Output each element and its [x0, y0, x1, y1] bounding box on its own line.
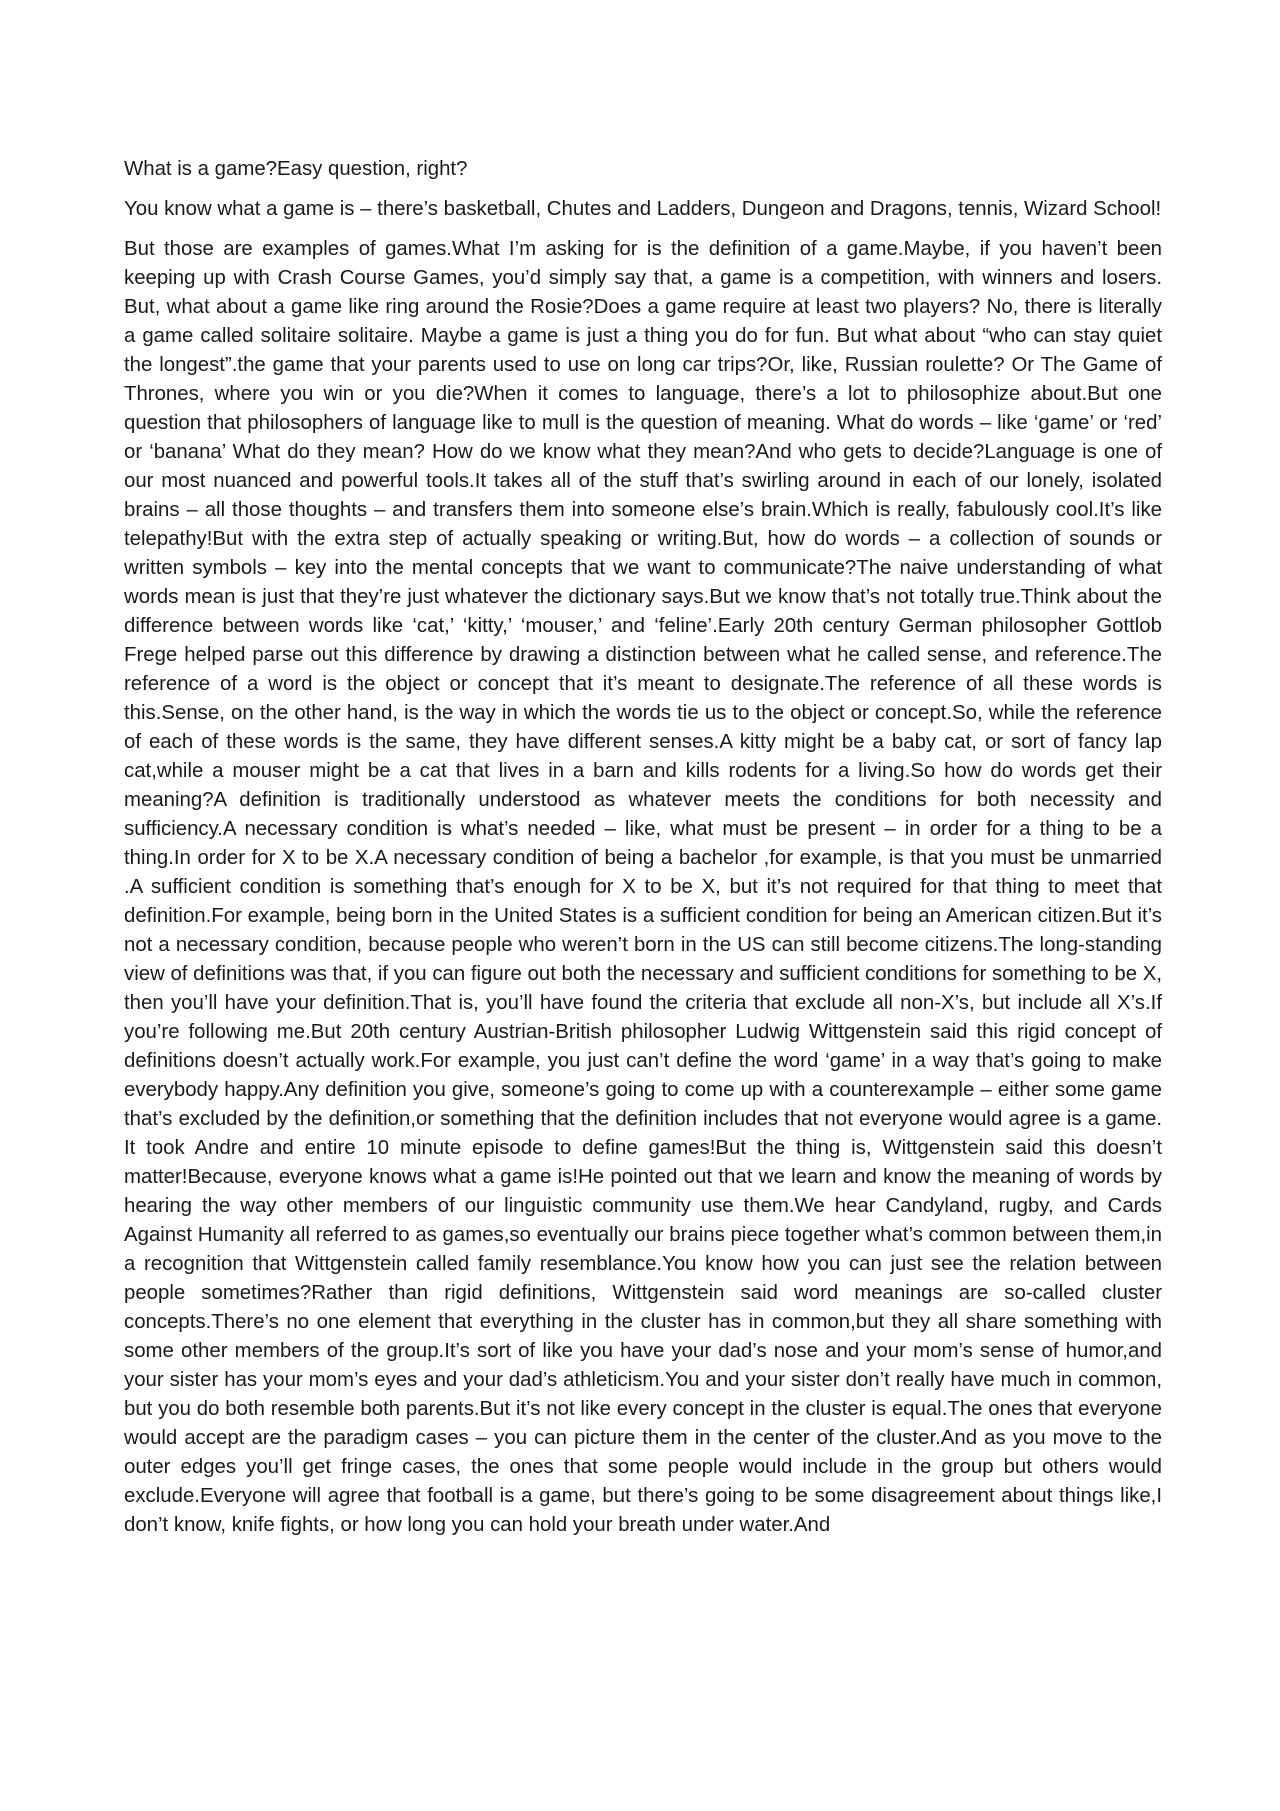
document-body: [124, 155, 1162, 1551]
paragraph-title-question: What is a game?Easy question, right?: [124, 158, 468, 180]
paragraph-game-examples: You know what a game is – there’s basketball, Chutes and Ladders, Dungeon and Dragons, tennis, Wizard School!: [124, 198, 1162, 220]
paragraph-main-text: But those are examples of games.What I’m asking for is the definition of a game.Maybe, if you haven’t been keeping up with Crash Course Games, you’d simply say that, a game is a competition, with winners and losers. But, what about a game like ring around the Rosie?Does a game require at least two players? No, there is literally a game called solitaire solitaire. Maybe a game is just a thing you do for fun. But what about “who can stay quiet the longest”.the game that your parents used to use on long car trips?Or, like, Russian roulette? Or The Game of Thrones, where you win or you die?When it comes to language, there’s a lot to philosophize about.But one question that philosophers of language like to mull is the question of meaning. What do words – like ‘game’ or ‘red’ or ‘banana’ What do they mean? How do we know what they mean?And who gets to decide?Language is one of our most nuanced and powerful tools.It takes all of the stuff that’s swirling around in each of our lonely, isolated brains – all those thoughts – and transfers them into someone else’s brain.Which is really, fabulously cool.It’s like telepathy!But with the extra step of actually speaking or writing.But, how do words – a collection of sounds or written symbols – key into the mental concepts that we want to communicate?The naive understanding of what words mean is just that they’re just whatever the dictionary says.But we know that’s not totally true.Think about the difference between words like ‘cat,’ ‘kitty,’ ‘mouser,’ and ‘feline’.Early 20th century German philosopher Gottlob Frege helped parse out this difference by drawing a distinction between what he called sense, and reference.The reference of a word is the object or concept that it’s meant to designate.The reference of all these words is this.Sense, on the other hand, is the way in which the words tie us to the object or concept.So, while the reference of each of these words is the same, they have different senses.A kitty might be a baby cat, or sort of fancy lap cat,while a mouser might be a cat that lives in a barn and kills rodents for a living.So how do words get their meaning?A definition is traditionally understood as whatever meets the conditions for both necessity and sufficiency.A necessary condition is what’s needed – like, what must be present – in order for a thing to be a thing.In order for X to be X.A necessary condition of being a bachelor ,for example, is that you must be unmarried .A sufficient condition is something that’s enough for X to be X, but it’s not required for that thing to meet that definition.For example, being born in the United States is a sufficient condition for being an American citizen.But it’s not a necessary condition, because people who weren’t born in the US can still become citizens.The long-standing view of definitions was that, if you can figure out both the necessary and sufficient conditions for something to be X, then you’ll have your definition.That is, you’ll have found the criteria that exclude all non-X’s, but include all X’s.If you’re following me.But 20th century Austrian-British philosopher Ludwig Wittgenstein said this rigid concept of definitions doesn’t actually work.For example, you just can’t define the word ‘game’ in a way that’s going to make everybody happy.Any definition you give, someone’s going to come up with a counterexample – either some game that’s excluded by the definition,or something that the definition includes that not everyone would agree is a game. It took Andre and entire 10 minute episode to define games!But the thing is, Wittgenstein said this doesn’t matter!Because, everyone knows what a game is!He pointed out that we learn and know the meaning of words by hearing the way other members of our linguistic community use them.We hear Candyland, rugby, and Cards Against Humanity all referred to as games,so eventually our brains piece together what’s common between them,in a recognition that Wittgenstein called family resemblance.You know how you can just see the relation between people sometimes?Rather than rigid definitions, Wittgenstein said word meanings are so-called cluster concepts.There’s no one element that everything in the cluster has in common,but they all share something with some other members of the group.It’s sort of like you have your dad’s nose and your mom’s sense of humor,and your sister has your mom’s eyes and your dad’s athleticism.You and your sister don’t really have much in common, but you do both resemble both parents.But it’s not like every concept in the cluster is equal.The ones that everyone would accept are the paradigm cases – you can picture them in the center of the cluster.And as you move to the outer edges you’ll get fringe cases, the ones that some people would include in the group but others would exclude.Everyone will agree that football is a game, but there’s going to be some disagreement about things like,I don’t know, knife fights, or how long you can hold your breath under water.And: [124, 238, 1162, 1536]
